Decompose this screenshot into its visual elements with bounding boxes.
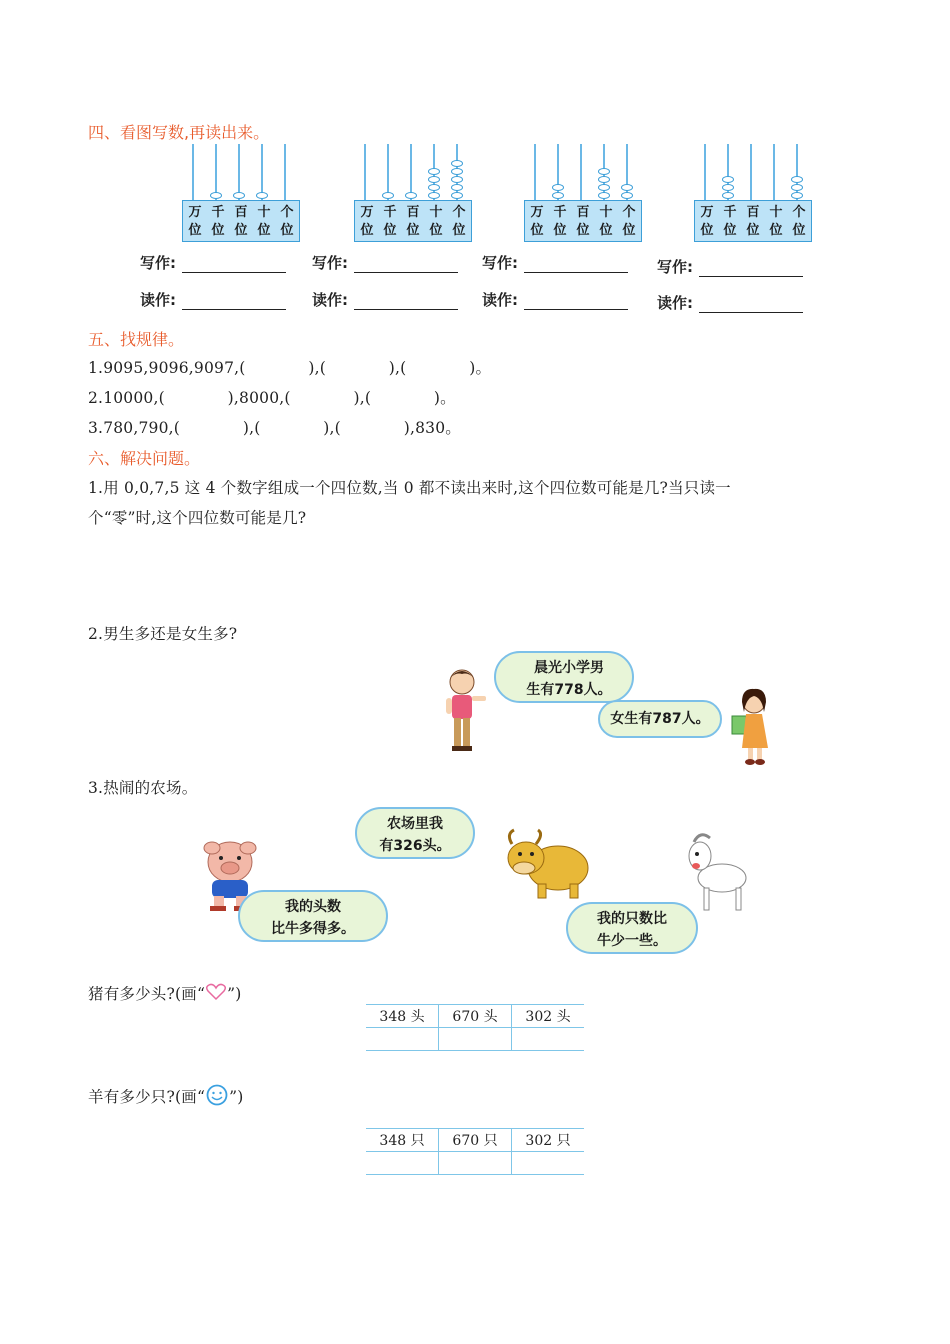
place-label: 个	[792, 205, 806, 220]
section5-title: 五、找规律。	[88, 330, 185, 349]
abacus-bead	[451, 160, 463, 167]
place-label: 万	[188, 205, 202, 220]
place-label: 千	[211, 205, 225, 220]
pattern-question-2: 2.10000,( ),8000,( ),( )。	[88, 389, 456, 407]
goat-option-1: 348 只	[366, 1129, 439, 1152]
place-label: 位	[452, 223, 466, 238]
abacus-rod	[192, 144, 194, 202]
cow-speech-bubble: 农场里我 有326头。	[355, 807, 475, 859]
pig-options-table	[366, 1004, 584, 1051]
place-label: 位	[723, 223, 737, 238]
abacus-bead	[428, 192, 440, 199]
smiley-icon	[205, 1084, 229, 1106]
abacus-bead	[621, 192, 633, 199]
problem-1-line1: 1.用 0,0,7,5 这 4 个数字组成一个四位数,当 0 都不读出来时,这个四位数可能是几?当只读一	[88, 479, 731, 497]
heart-icon	[205, 983, 227, 1001]
place-label: 位	[746, 223, 760, 238]
abacus-bead	[722, 176, 734, 183]
abacus-bead	[428, 168, 440, 175]
write-row-4: 写作:	[657, 256, 803, 277]
abacus-rod	[534, 144, 536, 202]
write-blank-2[interactable]	[354, 256, 458, 273]
abacus-bead	[598, 184, 610, 191]
place-label: 位	[429, 223, 443, 238]
place-label: 个	[280, 205, 294, 220]
place-label: 位	[383, 223, 397, 238]
place-label: 位	[234, 223, 248, 238]
abacus-bead	[382, 192, 394, 199]
read-blank-1[interactable]	[182, 293, 286, 310]
abacus-2	[354, 144, 472, 244]
place-label: 位	[360, 223, 374, 238]
abacus-bead	[405, 192, 417, 199]
abacus-bead	[451, 168, 463, 175]
read-row-2: 读作:	[312, 289, 458, 310]
abacus-rod	[284, 144, 286, 202]
abacus-bead	[210, 192, 222, 199]
place-label: 位	[553, 223, 567, 238]
place-label: 位	[576, 223, 590, 238]
abacus-bead	[552, 192, 564, 199]
abacus-bead	[722, 184, 734, 191]
place-label: 个	[452, 205, 466, 220]
read-row-3: 读作:	[482, 289, 628, 310]
abacus-rod	[704, 144, 706, 202]
boy-speech-bubble: 晨光小学男 生有778人。	[494, 651, 634, 703]
abacus-bead	[428, 176, 440, 183]
girl-illustration	[728, 686, 778, 768]
abacus-rod	[580, 144, 582, 202]
write-row-3: 写作:	[482, 252, 628, 273]
abacus-rod	[364, 144, 366, 202]
goat-illustration	[680, 830, 752, 914]
place-label: 位	[622, 223, 636, 238]
pig-option-2: 670 头	[439, 1005, 512, 1028]
place-label: 十	[599, 205, 613, 220]
place-label: 千	[553, 205, 567, 220]
abacus-bead	[451, 176, 463, 183]
place-labels-bottom	[526, 222, 640, 239]
pattern-question-3: 3.780,790,( ),( ),( ),830。	[88, 419, 461, 437]
problem-1-line2: 个“零”时,这个四位数可能是几?	[88, 509, 307, 527]
abacus-bead	[451, 184, 463, 191]
read-blank-4[interactable]	[699, 296, 803, 313]
place-label: 位	[769, 223, 783, 238]
read-row-1: 读作:	[140, 289, 286, 310]
abacus-rod	[773, 144, 775, 202]
goat-options-table	[366, 1128, 584, 1175]
abacus-bead	[598, 176, 610, 183]
pig-answer-cell-3[interactable]	[512, 1028, 585, 1051]
write-blank-4[interactable]	[699, 260, 803, 277]
place-labels-bottom	[696, 222, 810, 239]
write-row-2: 写作:	[312, 252, 458, 273]
read-row-4: 读作:	[657, 292, 803, 313]
place-label: 位	[406, 223, 420, 238]
pig-answer-cell-1[interactable]	[366, 1028, 439, 1051]
abacus-1	[182, 144, 300, 244]
goat-question: 羊有多少只?(画“ ”)	[88, 1084, 243, 1107]
write-row-1: 写作:	[140, 252, 286, 273]
abacus-bead	[722, 192, 734, 199]
write-blank-3[interactable]	[524, 256, 628, 273]
place-label: 位	[280, 223, 294, 238]
read-blank-2[interactable]	[354, 293, 458, 310]
place-label: 位	[700, 223, 714, 238]
abacus-rod	[750, 144, 752, 202]
problem-2-title: 2.男生多还是女生多?	[88, 625, 238, 643]
place-label: 位	[530, 223, 544, 238]
place-label: 万	[530, 205, 544, 220]
abacus-3	[524, 144, 642, 244]
abacus-bead	[621, 184, 633, 191]
pig-speech-bubble: 我的头数 比牛多得多。	[238, 890, 388, 942]
place-label: 万	[360, 205, 374, 220]
place-label: 百	[406, 205, 420, 220]
goat-option-3: 302 只	[512, 1129, 585, 1152]
cow-illustration	[500, 826, 592, 902]
abacus-bead	[552, 184, 564, 191]
abacus-bead	[791, 176, 803, 183]
goat-option-2: 670 只	[439, 1129, 512, 1152]
place-label: 位	[599, 223, 613, 238]
place-labels-top	[184, 204, 298, 221]
place-label: 百	[746, 205, 760, 220]
abacus-bead	[598, 192, 610, 199]
place-label: 位	[257, 223, 271, 238]
pig-answer-cell-2[interactable]	[439, 1028, 512, 1051]
section4-title: 四、看图写数,再读出来。	[88, 123, 270, 142]
goat-answer-cell-3[interactable]	[512, 1152, 585, 1175]
place-label: 位	[188, 223, 202, 238]
place-labels-bottom	[184, 222, 298, 239]
boy-illustration	[440, 666, 490, 756]
place-label: 十	[429, 205, 443, 220]
place-label: 千	[723, 205, 737, 220]
place-label: 位	[211, 223, 225, 238]
abacus-bead	[256, 192, 268, 199]
place-label: 百	[234, 205, 248, 220]
pattern-question-1: 1.9095,9096,9097,( ),( ),( )。	[88, 359, 492, 377]
goat-answer-cell-2[interactable]	[439, 1152, 512, 1175]
abacus-bead	[791, 184, 803, 191]
write-blank-1[interactable]	[182, 256, 286, 273]
place-label: 个	[622, 205, 636, 220]
abacus-bead	[598, 168, 610, 175]
place-label: 千	[383, 205, 397, 220]
pig-question: 猪有多少头?(画“ ”)	[88, 985, 242, 1003]
place-labels-top	[696, 204, 810, 221]
read-blank-3[interactable]	[524, 293, 628, 310]
pig-option-3: 302 头	[512, 1005, 585, 1028]
pig-option-1: 348 头	[366, 1005, 439, 1028]
place-label: 万	[700, 205, 714, 220]
abacus-bead	[233, 192, 245, 199]
abacus-bead	[451, 192, 463, 199]
place-labels-top	[526, 204, 640, 221]
place-label: 位	[792, 223, 806, 238]
section6-title: 六、解决问题。	[88, 449, 201, 468]
place-labels-top	[356, 204, 470, 221]
abacus-bead	[428, 184, 440, 191]
place-labels-bottom	[356, 222, 470, 239]
problem-3-title: 3.热闹的农场。	[88, 779, 198, 797]
goat-speech-bubble: 我的只数比 牛少一些。	[566, 902, 698, 954]
place-label: 十	[769, 205, 783, 220]
girl-speech-bubble: 女生有787人。	[598, 700, 722, 738]
place-label: 十	[257, 205, 271, 220]
goat-answer-cell-1[interactable]	[366, 1152, 439, 1175]
abacus-4	[694, 144, 812, 244]
place-label: 百	[576, 205, 590, 220]
abacus-bead	[791, 192, 803, 199]
